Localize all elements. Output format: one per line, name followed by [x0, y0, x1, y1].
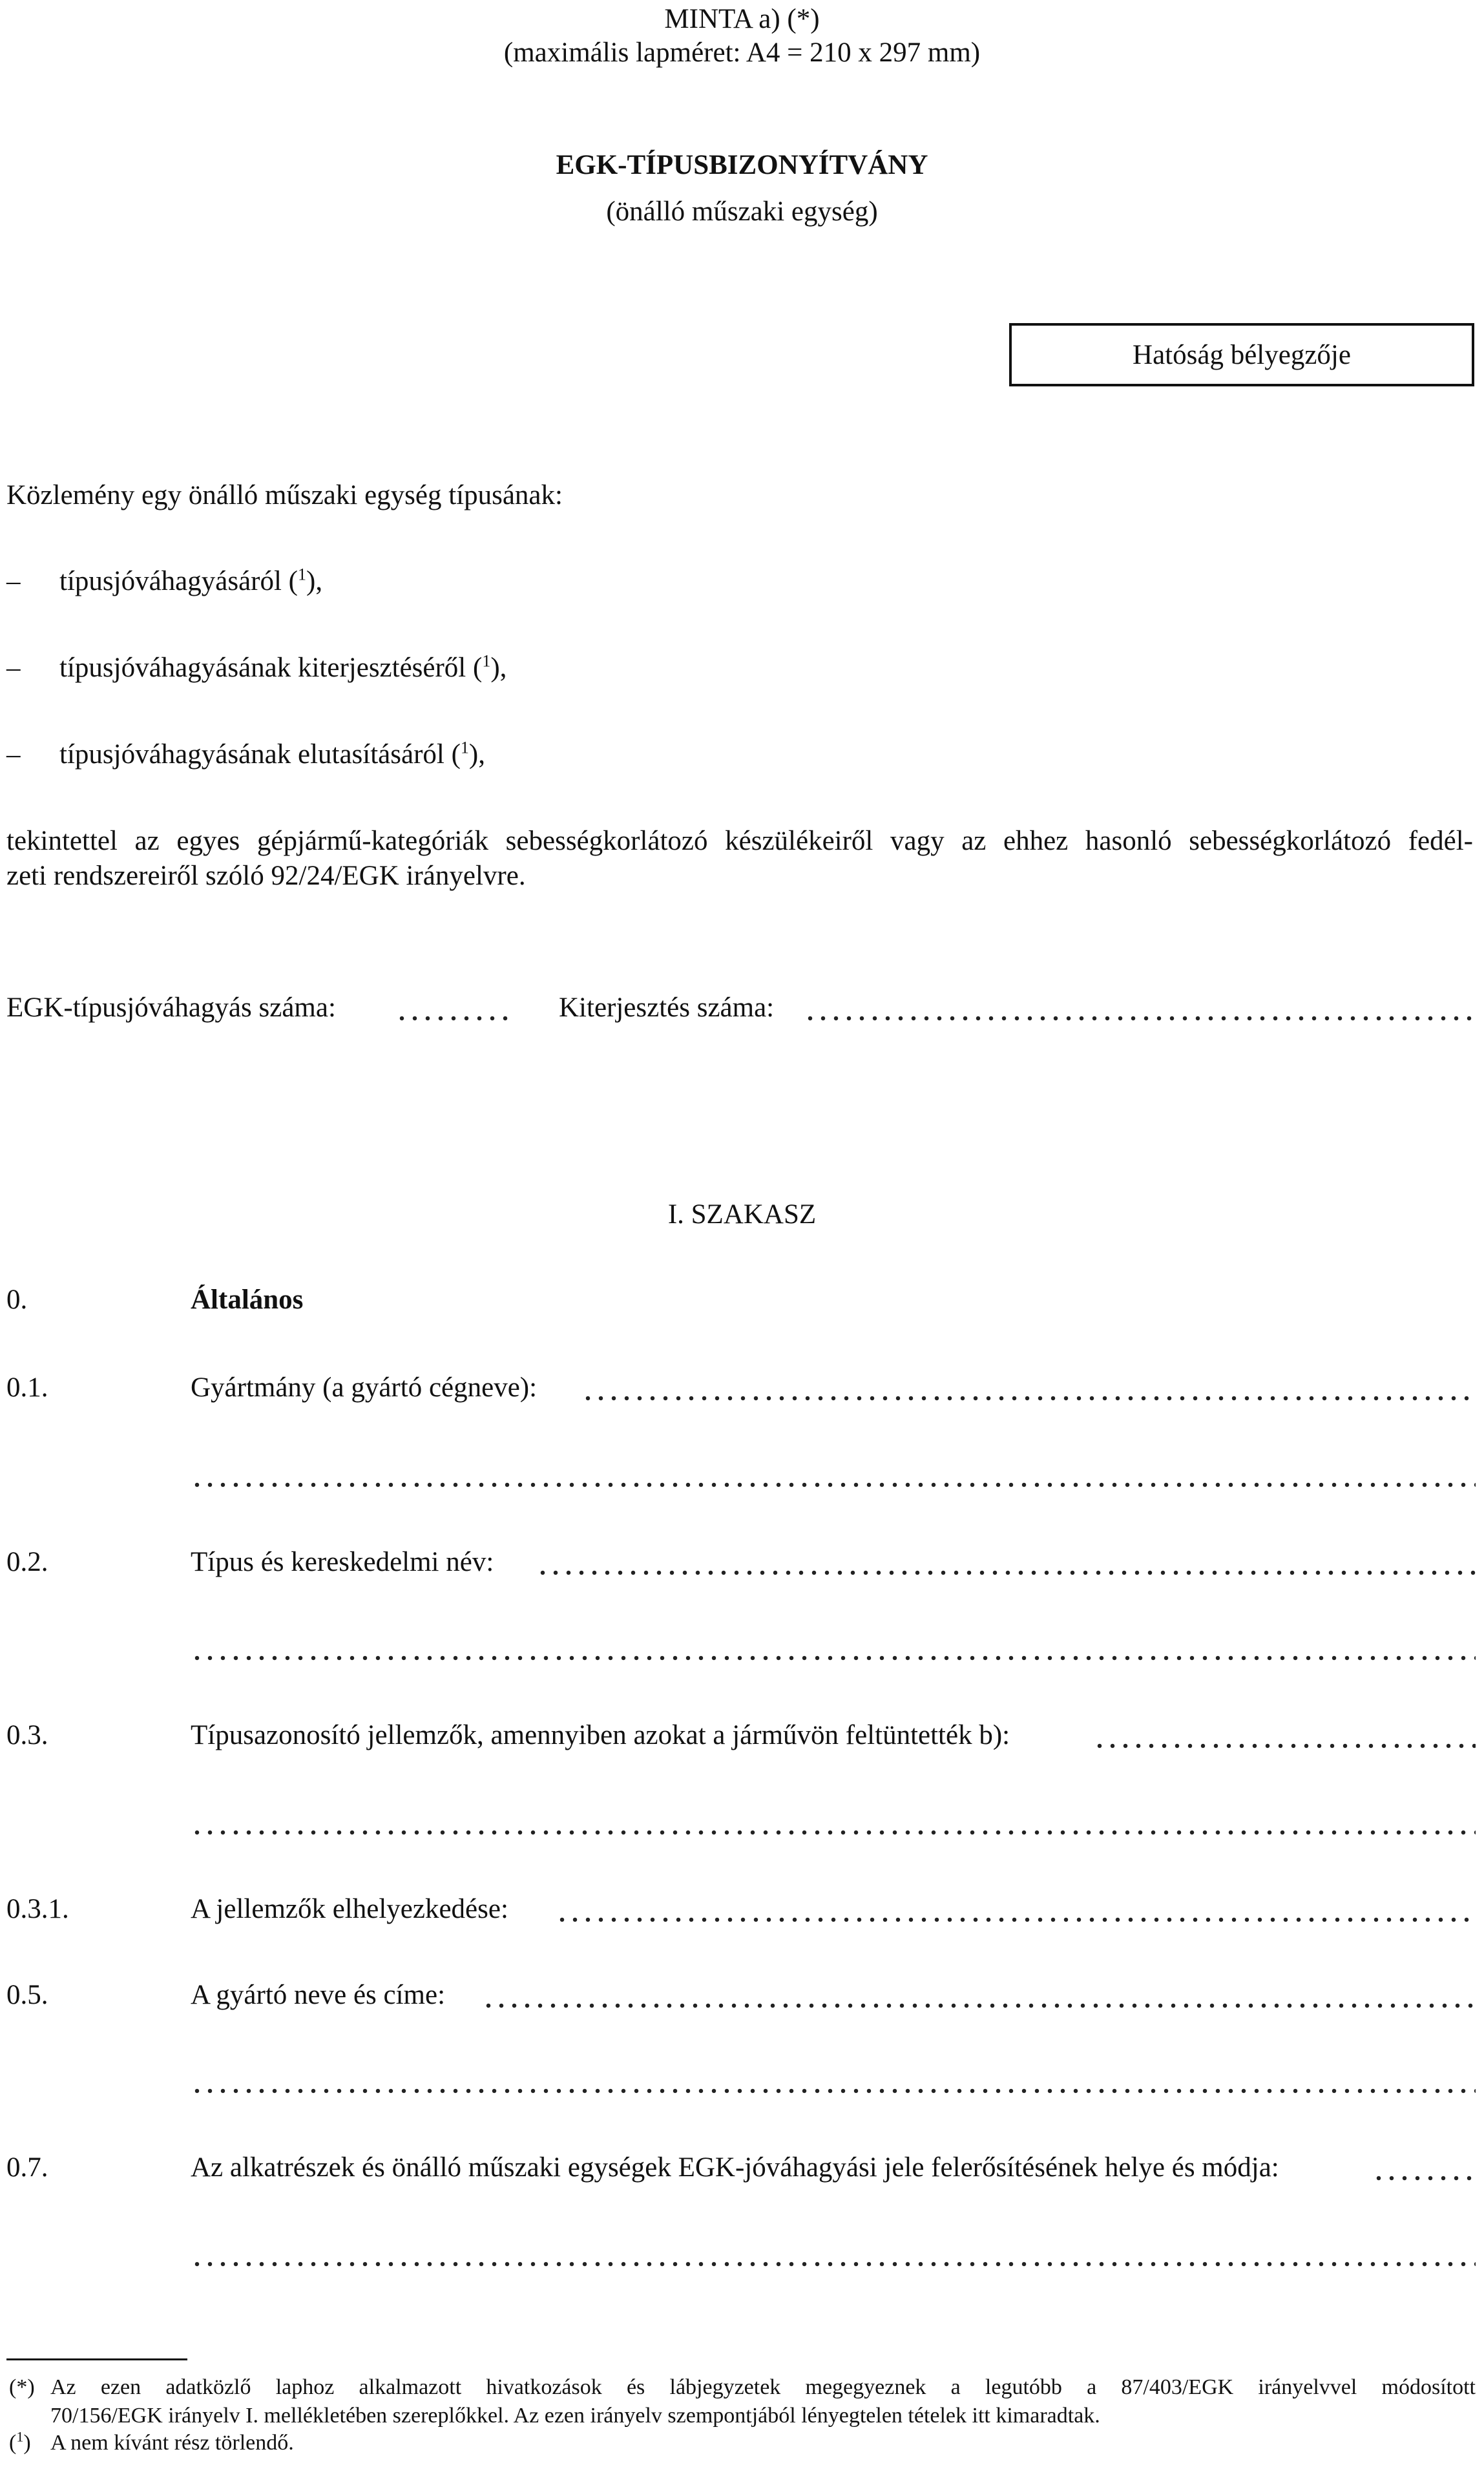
field-number: 0.3.1.: [6, 1894, 69, 1924]
general-number: 0.: [6, 1285, 28, 1315]
marking-location-field[interactable]: [556, 1916, 1476, 1923]
field-number: 0.5.: [6, 1980, 48, 2010]
footnote-1-text: A nem kívánt rész törlendő.: [50, 2431, 294, 2455]
footnote-ref: 1: [460, 738, 469, 757]
authority-stamp-box: [1009, 323, 1474, 386]
dash-bullet: –: [6, 653, 21, 683]
manufacturer-label: A gyártó neve és címe:: [191, 1980, 446, 2010]
notice-intro: Közlemény egy önálló műszaki egység típusának:: [6, 480, 563, 510]
directive-paragraph-line1: tekintettel az egyes gépjármű-kategóriák sebességkorlátozó készülékeiről vagy az ehhez hasonló sebességkorlátozó fedél-: [6, 826, 1473, 856]
type-identification-field-continuation[interactable]: [191, 1829, 1476, 1836]
approval-number-field[interactable]: [395, 1015, 512, 1022]
dash-bullet: –: [6, 739, 21, 770]
document-subtitle: (önálló műszaki egység): [606, 196, 878, 227]
page-size-note: (maximális lapméret: A4 = 210 x 297 mm): [503, 37, 981, 68]
field-number: 0.3.: [6, 1720, 48, 1750]
manufacturer-field[interactable]: [482, 2002, 1476, 2009]
notice-item-extension: típusjóváhagyásának kiterjesztéséről ($^1$),: [59, 651, 507, 683]
field-number: 0.7.: [6, 2152, 48, 2183]
type-name-field[interactable]: [536, 1569, 1476, 1576]
stamp-label: Hatóság bélyegzője: [1133, 339, 1351, 370]
section-heading: I. SZAKASZ: [667, 1199, 817, 1230]
manufacturer-field-continuation[interactable]: [191, 2088, 1476, 2094]
field-number: 0.2.: [6, 1547, 48, 1577]
notice-item-approval: típusjóváhagyásáról ($^1$),: [59, 565, 323, 596]
footnote-star-line2: 70/156/EGK irányelv I. mellékletében szereplőkkel. Az ezen irányelv szempontjából lényegtelen tételek itt kimaradtak.: [50, 2404, 1100, 2428]
type-identification-field[interactable]: [1093, 1743, 1476, 1749]
approval-mark-field-continuation[interactable]: [191, 2261, 1476, 2267]
type-name-field-continuation[interactable]: [191, 1655, 1476, 1661]
approval-mark-label: Az alkatrészek és önálló műszaki egységek EGK-jóváhagyási jele felerősítésének helye és módja:: [191, 2152, 1279, 2183]
footnote-star-line1: Az ezen adatközlő laphoz alkalmazott hivatkozások és lábjegyzetek megegyeznek a legutóbb a 87/403/EGK irányelvvel módosított: [50, 2375, 1476, 2399]
dash-bullet: –: [6, 566, 21, 596]
type-name-label: Típus és kereskedelmi név:: [191, 1547, 494, 1577]
footnote-ref: 1: [482, 651, 491, 671]
approval-number-label: EGK-típusjóváhagyás száma:: [6, 992, 336, 1023]
extension-number-label: Kiterjesztés száma:: [559, 992, 775, 1023]
footnote-separator: [6, 2358, 187, 2360]
form-model-label: MINTA a) (*): [664, 4, 820, 34]
notice-item-refusal: típusjóváhagyásának elutasításáról ($^1$),: [59, 738, 485, 770]
extension-number-field[interactable]: [804, 1015, 1476, 1022]
make-field-continuation[interactable]: [191, 1482, 1476, 1488]
make-label: Gyártmány (a gyártó cégneve):: [191, 1372, 538, 1403]
marking-location-label: A jellemzők elhelyezkedése:: [191, 1894, 508, 1924]
general-title: Általános: [191, 1285, 304, 1315]
field-number: 0.1.: [6, 1372, 48, 1403]
footnote-1: ($^1$): [9, 2428, 31, 2455]
document-title: EGK-TÍPUSBIZONYÍTVÁNY: [556, 150, 928, 180]
make-field[interactable]: [581, 1395, 1476, 1401]
footnote-ref: 1: [298, 565, 306, 584]
type-identification-label: Típusazonosító jellemzők, amennyiben azokat a járművön feltüntették b):: [191, 1720, 1010, 1750]
approval-mark-field[interactable]: [1372, 2175, 1476, 2181]
directive-paragraph-line2: zeti rendszereiről szóló 92/24/EGK irányelvre.: [6, 861, 526, 891]
footnote-star-mark: (*): [9, 2375, 35, 2399]
